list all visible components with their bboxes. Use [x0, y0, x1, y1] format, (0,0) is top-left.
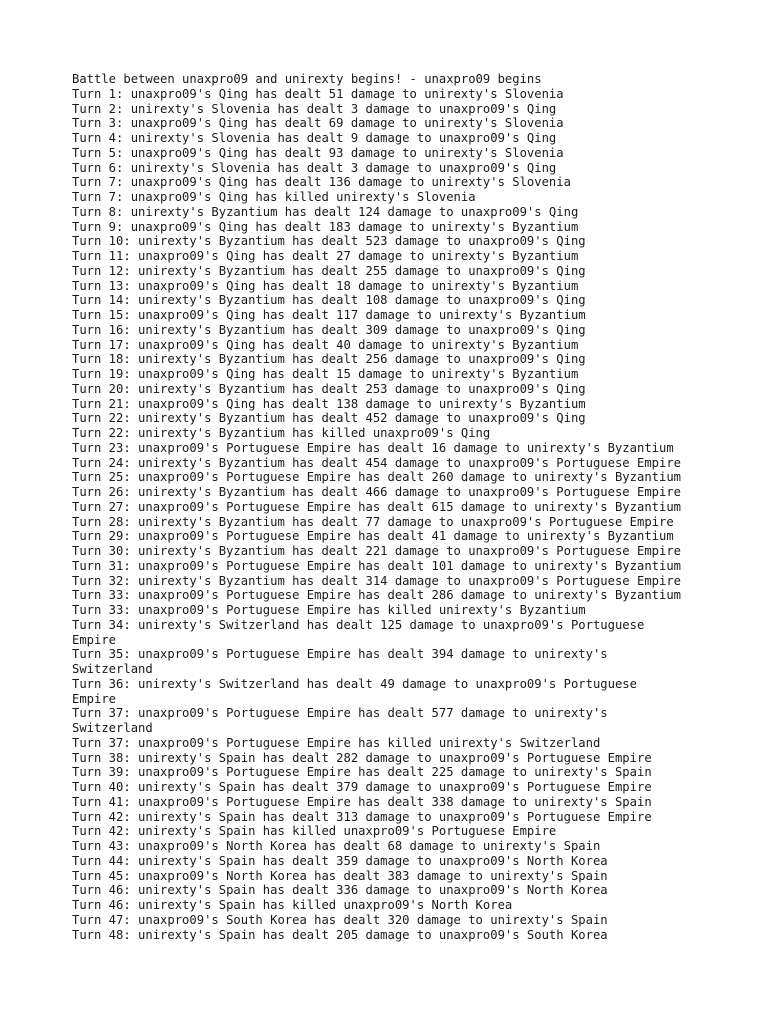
log-line: Turn 19: unaxpro09's Qing has dealt 15 damage to unirexty's Byzantium	[72, 367, 579, 381]
log-line: Turn 24: unirexty's Byzantium has dealt 454 damage to unaxpro09's Portuguese Empire	[72, 455, 682, 470]
log-line: Turn 1: unaxpro09's Qing has dealt 51 damage to unirexty's Slovenia	[72, 86, 564, 101]
log-line: Turn 22: unirexty's Byzantium has killed unaxpro09's Qing	[72, 426, 491, 440]
log-line: Turn 5: unaxpro09's Qing has dealt 93 damage to unirexty's Slovenia	[72, 145, 564, 160]
log-line: Turn 39: unaxpro09's Portuguese Empire has dealt 225 damage to unirexty's Spain	[72, 765, 652, 780]
log-line: Turn 2: unirexty's Slovenia has dealt 3 damage to unaxpro09's Qing	[72, 101, 557, 116]
log-line: Turn 3: unaxpro09's Qing has dealt 69 damage to unirexty's Slovenia	[72, 116, 564, 131]
log-line: Turn 10: unirexty's Byzantium has dealt 523 damage to unaxpro09's Qing	[72, 234, 586, 249]
log-line: Turn 46: unirexty's Spain has dealt 336 damage to unaxpro09's North Korea	[72, 883, 608, 898]
log-line: Turn 26: unirexty's Byzantium has dealt 466 damage to unaxpro09's Portuguese Empire	[72, 485, 682, 499]
log-line: Turn 42: unirexty's Spain has killed unaxpro09's Portuguese Empire	[72, 824, 557, 839]
log-line: Turn 25: unaxpro09's Portuguese Empire has dealt 260 damage to unirexty's Byzantium	[72, 470, 682, 485]
log-line: Turn 12: unirexty's Byzantium has dealt 255 damage to unaxpro09's Qing	[72, 263, 586, 278]
log-line: Turn 36: unirexty's Switzerland has dealt 49 damage to unaxpro09's Portuguese Empire	[72, 676, 637, 706]
log-line: Turn 35: unaxpro09's Portuguese Empire has dealt 394 damage to unirexty's Switzerland	[72, 647, 608, 676]
battle-log	[72, 72, 702, 942]
log-line: Turn 37: unaxpro09's Portuguese Empire has dealt 577 damage to unirexty's Switzerland	[72, 706, 608, 735]
log-line: Turn 48: unirexty's Spain has dealt 205 damage to unaxpro09's South Korea	[72, 927, 608, 942]
log-line: Turn 22: unirexty's Byzantium has dealt 452 damage to unaxpro09's Qing	[72, 411, 586, 426]
log-line: Turn 46: unirexty's Spain has killed unaxpro09's North Korea	[72, 898, 513, 912]
log-line: Turn 14: unirexty's Byzantium has dealt 108 damage to unaxpro09's Qing	[72, 293, 586, 308]
log-line: Turn 9: unaxpro09's Qing has dealt 183 damage to unirexty's Byzantium	[72, 219, 579, 234]
log-line: Turn 30: unirexty's Byzantium has dealt 221 damage to unaxpro09's Portuguese Empire	[72, 544, 682, 558]
log-line: Turn 34: unirexty's Switzerland has dealt 125 damage to unaxpro09's Portuguese Empire	[72, 617, 645, 647]
log-line: Turn 42: unirexty's Spain has dealt 313 damage to unaxpro09's Portuguese Empire	[72, 809, 652, 824]
log-line: Turn 7: unaxpro09's Qing has dealt 136 damage to unirexty's Slovenia	[72, 175, 571, 190]
log-line: Turn 21: unaxpro09's Qing has dealt 138 damage to unirexty's Byzantium	[72, 396, 586, 411]
log-line: Turn 37: unaxpro09's Portuguese Empire has killed unirexty's Switzerland	[72, 735, 601, 750]
log-line: Turn 47: unaxpro09's South Korea has dealt 320 damage to unirexty's Spain	[72, 912, 608, 927]
log-line: Turn 43: unaxpro09's North Korea has dealt 68 damage to unirexty's Spain	[72, 839, 601, 853]
log-line: Turn 45: unaxpro09's North Korea has dealt 383 damage to unirexty's Spain	[72, 868, 608, 883]
log-line: Turn 32: unirexty's Byzantium has dealt 314 damage to unaxpro09's Portuguese Empire	[72, 573, 682, 588]
log-line: Turn 13: unaxpro09's Qing has dealt 18 damage to unirexty's Byzantium	[72, 278, 579, 293]
log-line: Turn 7: unaxpro09's Qing has killed unirexty's Slovenia	[72, 190, 476, 204]
log-line: Turn 18: unirexty's Byzantium has dealt 256 damage to unaxpro09's Qing	[72, 352, 586, 367]
log-line: Turn 40: unirexty's Spain has dealt 379 damage to unaxpro09's Portuguese Empire	[72, 780, 652, 794]
log-line: Turn 44: unirexty's Spain has dealt 359 damage to unaxpro09's North Korea	[72, 853, 608, 868]
log-line: Turn 29: unaxpro09's Portuguese Empire has dealt 41 damage to unirexty's Byzantium	[72, 529, 674, 544]
log-line: Turn 16: unirexty's Byzantium has dealt 309 damage to unaxpro09's Qing	[72, 322, 586, 337]
log-line: Turn 27: unaxpro09's Portuguese Empire has dealt 615 damage to unirexty's Byzantium	[72, 499, 682, 514]
log-line: Turn 31: unaxpro09's Portuguese Empire has dealt 101 damage to unirexty's Byzantium	[72, 558, 682, 573]
log-line: Turn 11: unaxpro09's Qing has dealt 27 damage to unirexty's Byzantium	[72, 249, 579, 263]
log-line: Turn 33: unaxpro09's Portuguese Empire has killed unirexty's Byzantium	[72, 603, 586, 617]
log-line: Turn 4: unirexty's Slovenia has dealt 9 damage to unaxpro09's Qing	[72, 131, 557, 145]
log-line: Turn 28: unirexty's Byzantium has dealt 77 damage to unaxpro09's Portuguese Empire	[72, 514, 674, 529]
log-line: Turn 33: unaxpro09's Portuguese Empire has dealt 286 damage to unirexty's Byzantium	[72, 588, 682, 603]
log-line: Turn 23: unaxpro09's Portuguese Empire has dealt 16 damage to unirexty's Byzantium	[72, 440, 674, 455]
log-line: Turn 15: unaxpro09's Qing has dealt 117 damage to unirexty's Byzantium	[72, 308, 586, 322]
log-line: Turn 38: unirexty's Spain has dealt 282 damage to unaxpro09's Portuguese Empire	[72, 750, 652, 765]
battle-header-line: Battle between unaxpro09 and unirexty begins! - unaxpro09 begins	[72, 72, 542, 86]
log-line: Turn 20: unirexty's Byzantium has dealt 253 damage to unaxpro09's Qing	[72, 381, 586, 396]
log-line: Turn 8: unirexty's Byzantium has dealt 124 damage to unaxpro09's Qing	[72, 204, 579, 219]
log-line: Turn 17: unaxpro09's Qing has dealt 40 damage to unirexty's Byzantium	[72, 337, 579, 352]
log-line: Turn 41: unaxpro09's Portuguese Empire has dealt 338 damage to unirexty's Spain	[72, 794, 652, 809]
log-line: Turn 6: unirexty's Slovenia has dealt 3 damage to unaxpro09's Qing	[72, 160, 557, 175]
